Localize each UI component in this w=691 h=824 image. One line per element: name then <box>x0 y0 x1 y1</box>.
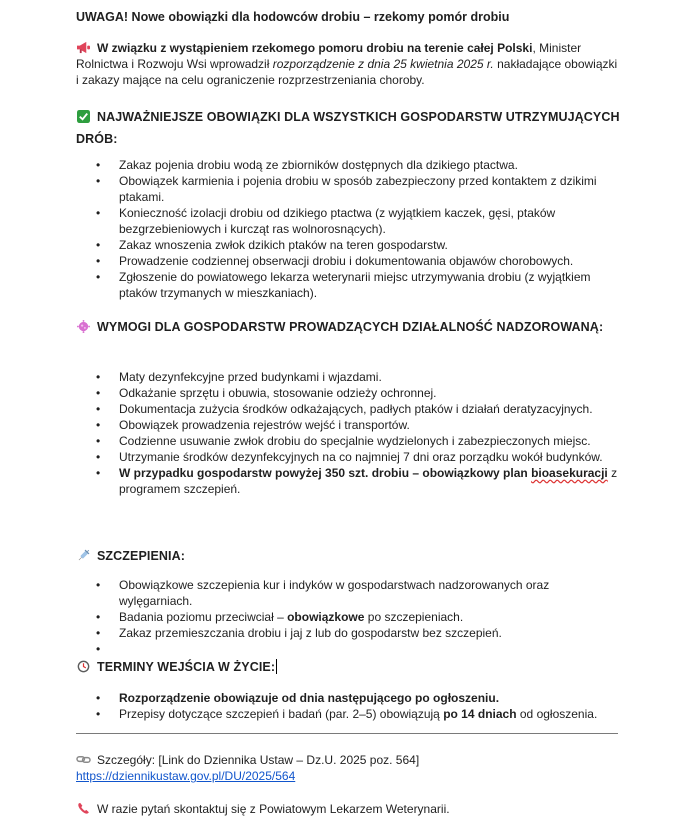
details-label: Szczegóły: [Link do Dziennika Ustaw – Dz.U. 2025 poz. 564] <box>97 753 420 767</box>
link-icon <box>76 753 91 766</box>
syringe-icon <box>76 549 91 562</box>
intro-regulation-date: rozporządzenie z dnia 25 kwietnia 2025 r. <box>272 57 494 71</box>
list-item: • Obowiązkowe szczepienia kur i indyków w gospodarstwach nadzorowanych oraz wylęgarniach. <box>96 578 550 608</box>
spellcheck-word: bioasekuracji <box>531 466 608 480</box>
list-item: • Dokumentacja zużycia środków odkażających, padłych ptaków i działań deratyzacyjnych. <box>96 402 593 416</box>
section-heading-supervised-text: WYMOGI DLA GOSPODARSTW PROWADZĄCYCH DZIAŁALNOŚĆ NADZOROWANĄ: <box>97 320 604 334</box>
text-cursor <box>276 659 277 674</box>
intro-lead: W związku z wystąpieniem rzekomego pomoru drobiu na terenie całej Polski <box>97 41 533 55</box>
list-item: • Zakaz pojenia drobiu wodą ze zbiorników dostępnych dla dzikiego ptactwa. <box>96 158 518 172</box>
horizontal-divider <box>76 733 618 734</box>
list-item: • Codzienne usuwanie zwłok drobiu do specjalnie wydzielonych i zabezpieczonych miejsc. <box>96 434 591 448</box>
vaccination-list <box>76 577 621 657</box>
intro-mid: , Minister Rolnictwa i Rozwoju Wsi wprowadził <box>76 41 582 71</box>
list-item: • Rozporządzenie obowiązuje od dnia następującego po ogłoszeniu. <box>96 691 500 705</box>
contact-paragraph <box>76 801 621 817</box>
dziennik-ustaw-link[interactable]: https://dziennikustaw.gov.pl/DU/2025/564 <box>76 769 296 783</box>
list-item: • Badania poziomu przeciwciał – obowiązkowe po szczepieniach. <box>96 610 464 624</box>
list-item: • Zakaz wnoszenia zwłok dzikich ptaków na teren gospodarstw. <box>96 238 448 252</box>
dates-list <box>76 690 621 722</box>
list-item: • Maty dezynfekcyjne przed budynkami i wjazdami. <box>96 370 382 384</box>
list-item: • Konieczność izolacji drobiu od dzikiego ptactwa (z wyjątkiem kaczek, gęsi, ptaków bezgrzebieniowych i kurcząt ras wolnorosnących). <box>96 206 556 236</box>
microbe-icon <box>76 320 91 333</box>
section-heading-obligations <box>76 106 621 150</box>
clock-icon <box>76 660 91 673</box>
section-heading-vaccination-text: SZCZEPIENIA: <box>97 549 186 563</box>
list-item: • Obowiązek prowadzenia rejestrów wejść i transportów. <box>96 418 410 432</box>
document-title: UWAGA! Nowe obowiązki dla hodowców drobiu – rzekomy pomór drobiu <box>76 10 510 24</box>
obligations-list <box>76 157 621 301</box>
section-heading-supervised <box>76 316 621 338</box>
details-paragraph <box>76 752 621 784</box>
section-heading-dates <box>76 656 621 678</box>
section-heading-obligations-text: NAJWAŻNIEJSZE OBOWIĄZKI DLA WSZYSTKICH GOSPODARSTW UTRZYMUJĄCYCH DRÓB: <box>76 110 620 146</box>
section-heading-dates-text: TERMINY WEJŚCIA W ŻYCIE: <box>97 660 276 674</box>
intro-paragraph <box>76 40 621 88</box>
list-item: • Utrzymanie środków dezynfekcyjnych na co najmniej 7 dni oraz porządku wokół budynków. <box>96 450 603 464</box>
check-box-icon <box>76 110 91 123</box>
list-item: • Odkażanie sprzętu i obuwia, stosowanie odzieży ochronnej. <box>96 386 437 400</box>
intro-tail: nakładające obowiązki i zakazy mające na celu ograniczenie rozprzestrzeniania choroby. <box>76 57 618 87</box>
list-item: • Zakaz przemieszczania drobiu i jaj z lub do gospodarstw bez szczepień. <box>96 626 502 640</box>
megaphone-icon <box>76 41 91 54</box>
list-item: • Prowadzenie codziennej obserwacji drobiu i dokumentowania objawów chorobowych. <box>96 254 574 268</box>
contact-text: W razie pytań skontaktuj się z Powiatowym Lekarzem Weterynarii. <box>97 802 450 816</box>
section-heading-vaccination <box>76 545 621 567</box>
phone-icon <box>76 802 91 815</box>
list-item: • Zgłoszenie do powiatowego lekarza weterynarii miejsc utrzymywania drobiu (z wyjątkiem ptaków trzymanych w mieszkaniach). <box>96 270 591 300</box>
list-item: • W przypadku gospodarstw powyżej 350 szt. drobiu – obowiązkowy plan bioasekuracji z programem szczepień. <box>96 466 618 496</box>
empty-list-item: • <box>96 642 101 656</box>
list-item: • Przepisy dotyczące szczepień i badań (par. 2–5) obowiązują po 14 dniach od ogłoszenia. <box>96 707 598 721</box>
supervised-requirements-list <box>76 369 621 497</box>
list-item: • Obowiązek karmienia i pojenia drobiu w sposób zabezpieczony przed kontaktem z dzikimi ptakami. <box>96 174 597 204</box>
